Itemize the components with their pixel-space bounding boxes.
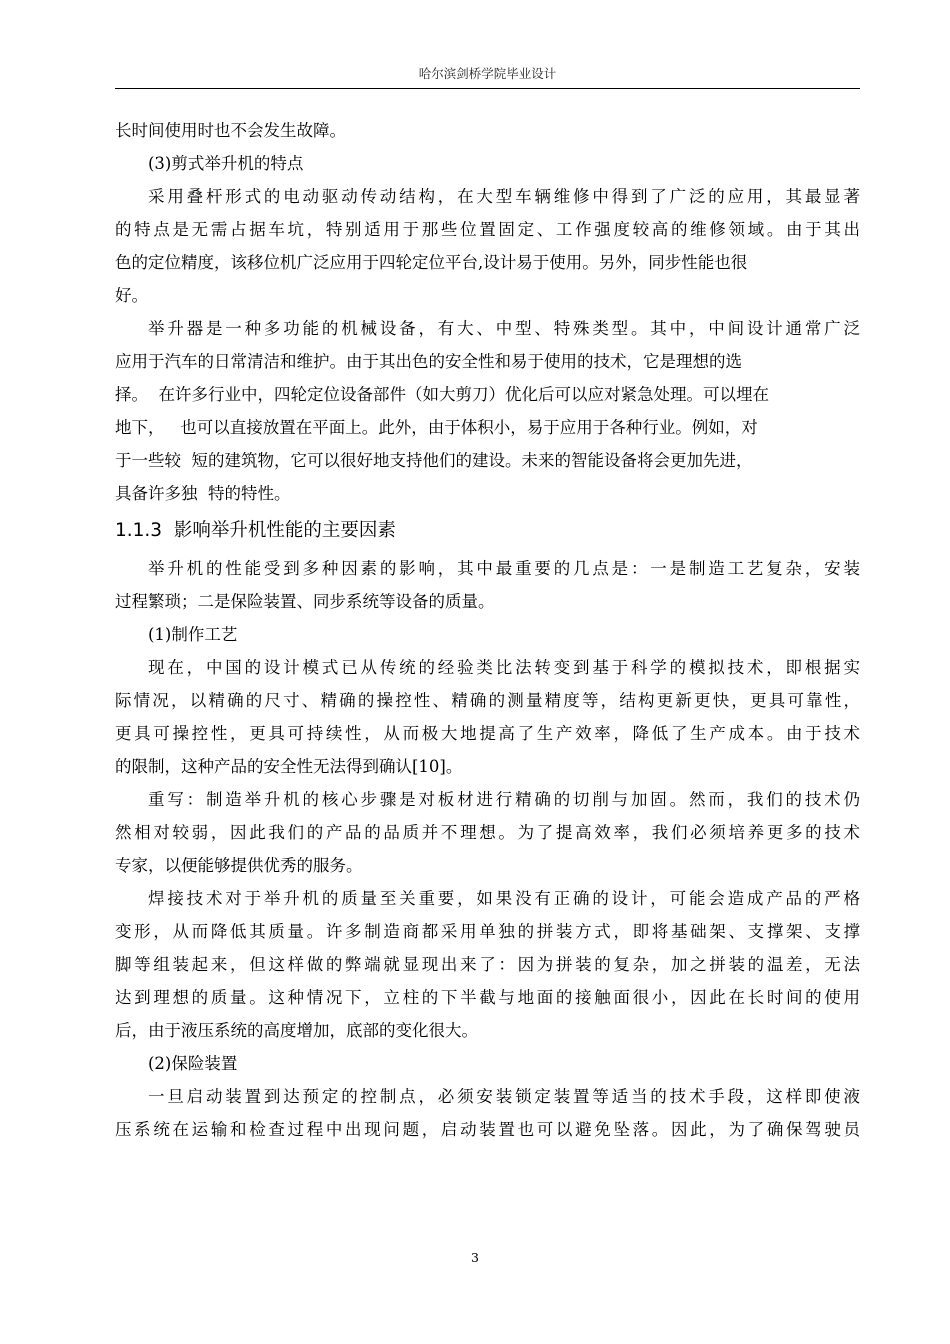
text-line: 变形，从而降低其质量。许多制造商都采用单独的拼装方式，即将基础架、支撑架、支撑 xyxy=(115,922,860,941)
text-line: 色的定位精度，该移位机广泛应用于四轮定位平台,设计易于使用。另外，同步性能也很 xyxy=(115,253,748,272)
text-line: 好。 xyxy=(115,286,148,305)
header-divider xyxy=(115,88,860,89)
text-line: 现在，中国的设计模式已从传统的经验类比法转变到基于科学的模拟技术，即根据实 xyxy=(148,658,860,677)
text-line: 长时间使用时也不会发生故障。 xyxy=(115,121,346,140)
text-line: 专家，以便能够提供优秀的服务。 xyxy=(115,856,363,875)
text-line: 举升器是一种多功能的机械设备，有大、中型、特殊类型。其中，中间设计通常广泛 xyxy=(148,319,860,338)
text-line: 重写：制造举升机的核心步骤是对板材进行精确的切削与加固。然而，我们的技术仍 xyxy=(148,790,860,809)
text-line: 过程繁琐；二是保险装置、同步系统等设备的质量。 xyxy=(115,592,495,611)
text-line: 一旦启动装置到达预定的控制点，必须安装锁定装置等适当的技术手段，这样即使液 xyxy=(148,1087,860,1106)
text-line: 压系统在运输和检查过程中出现问题，启动装置也可以避免坠落。因此，为了确保驾驶员 xyxy=(115,1120,860,1139)
text-line: 的限制，这种产品的安全性无法得到确认[10]。 xyxy=(115,757,463,776)
text-line: 脚等组装起来，但这样做的弊端就显现出来了：因为拼装的复杂，加之拼装的温差，无法 xyxy=(115,955,860,974)
text-line: 地下， 也可以直接放置在平面上。此外，由于体积小，易于应用于各种行业。例如，对 xyxy=(115,418,758,437)
subsection-label: (1)制作工艺 xyxy=(148,625,238,644)
text-line: 具备许多独 特的特性。 xyxy=(115,484,291,503)
text-line: 后，由于液压系统的高度增加，底部的变化很大。 xyxy=(115,1021,478,1040)
text-line: 更具可操控性，更具可持续性，从而极大地提高了生产效率，降低了生产成本。由于技术 xyxy=(115,724,860,743)
text-line: 应用于汽车的日常清洁和维护。由于其出色的安全性和易于使用的技术，它是理想的选 xyxy=(115,352,742,371)
text-line: 举升机的性能受到多种因素的影响，其中最重要的几点是：一是制造工艺复杂，安装 xyxy=(148,559,860,578)
page-body xyxy=(115,114,860,1146)
text-line: 择。 在许多行业中，四轮定位设备部件（如大剪刀）优化后可以应对紧急处理。可以埋在 xyxy=(115,385,769,404)
text-line: 然相对较弱，因此我们的产品的品质并不理想。为了提高效率，我们必须培养更多的技术 xyxy=(115,823,860,842)
text-line: 于一些较 短的建筑物，它可以很好地支持他们的建设。未来的智能设备将会更加先进， xyxy=(115,451,753,470)
text-line: 的特点是无需占据车坑，特别适用于那些位置固定、工作强度较高的维修领域。由于其出 xyxy=(115,220,860,239)
text-line: 达到理想的质量。这种情况下，立柱的下半截与地面的接触面很小，因此在长时间的使用 xyxy=(115,988,860,1007)
text-line: 焊接技术对于举升机的质量至关重要，如果没有正确的设计，可能会造成产品的严格 xyxy=(148,889,860,908)
subsection-label: (2)保险装置 xyxy=(148,1054,238,1073)
page-header: 哈尔滨剑桥学院毕业设计 xyxy=(418,66,557,81)
text-line: 采用叠杆形式的电动驱动传动结构，在大型车辆维修中得到了广泛的应用，其最显著 xyxy=(148,187,860,206)
page-number: 3 xyxy=(471,1250,479,1265)
text-line: 际情况，以精确的尺寸、精确的操控性、精确的测量精度等，结构更新更快，更具可靠性， xyxy=(115,691,860,710)
section-heading: 1.1.3 影响举升机性能的主要因素 xyxy=(115,520,396,541)
subsection-label: (3)剪式举升机的特点 xyxy=(148,154,304,173)
